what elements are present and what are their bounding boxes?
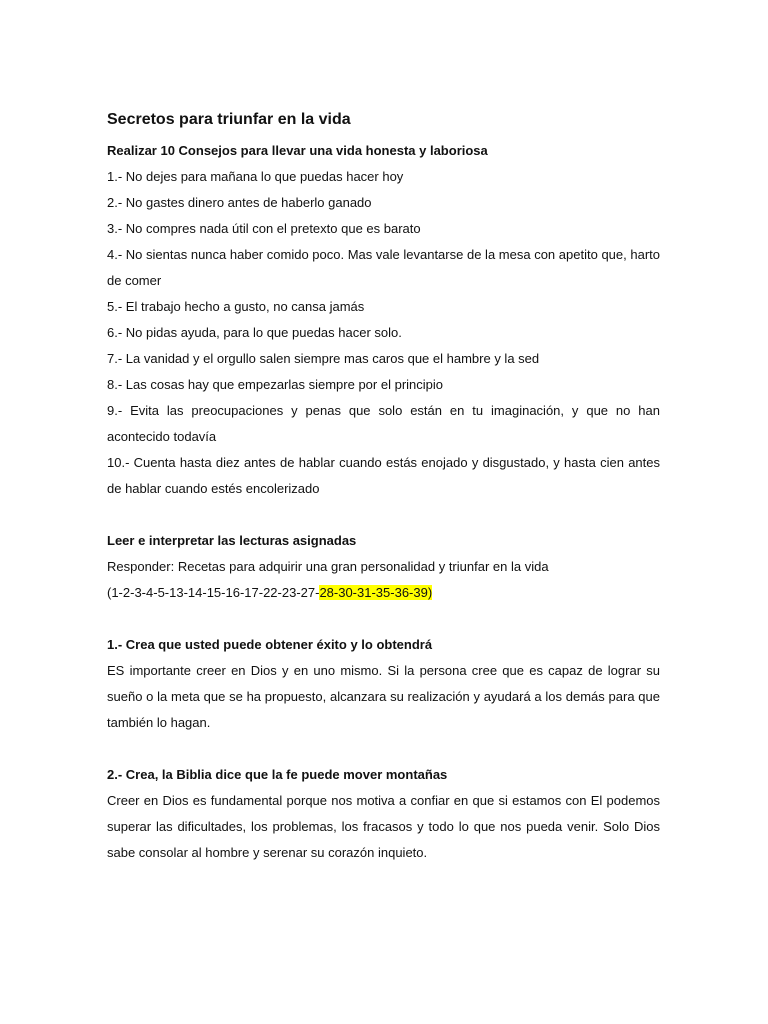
advice-item: 1.- No dejes para mañana lo que puedas hacer hoy	[107, 169, 404, 184]
advice-item: 4.- No sientas nunca haber comido poco. Mas vale levantarse de la mesa con apetito que, harto de comer	[107, 247, 660, 288]
section-body: Creer en Dios es fundamental porque nos motiva a confiar en que si estamos con El podemos superar las dificultades, los problemas, los fracasos y todo lo que nos pueda venir. Solo Dios sabe consolar al hombre y serenar su corazón inquieto.	[107, 793, 660, 860]
spacer	[107, 736, 660, 762]
advice-item: 8.- Las cosas hay que empezarlas siempre por el principio	[107, 377, 444, 392]
spacer	[107, 606, 660, 632]
reading-numbers-plain: (1-2-3-4-5-13-14-15-16-17-22-23-27-	[107, 585, 320, 600]
reading-instruction: Responder: Recetas para adquirir una gran personalidad y triunfar en la vida	[107, 559, 549, 574]
advice-item: 2.- No gastes dinero antes de haberlo ganado	[107, 195, 372, 210]
advice-item: 3.- No compres nada útil con el pretexto que es barato	[107, 221, 421, 236]
advice-item: 5.- El trabajo hecho a gusto, no cansa jamás	[107, 299, 365, 314]
advice-item: 9.- Evita las preocupaciones y penas que solo están en tu imaginación, y que no han acontecido todavía	[107, 403, 660, 444]
advice-item: 7.- La vanidad y el orgullo salen siempre mas caros que el hambre y la sed	[107, 351, 540, 366]
reading-heading: Leer e interpretar las lecturas asignadas	[107, 533, 357, 548]
document-page	[107, 108, 660, 866]
reading-numbers-highlighted: 28-30-31-35-36-39)	[319, 585, 433, 600]
section-heading: 1.- Crea que usted puede obtener éxito y lo obtendrá	[107, 637, 433, 652]
spacer	[107, 502, 660, 528]
document-title: Secretos para triunfar en la vida	[107, 111, 351, 128]
section-body: ES importante creer en Dios y en uno mismo. Si la persona cree que es capaz de lograr su sueño o la meta que se ha propuesto, alcanzara su realización y ayudará a los demás para que también lo hagan.	[107, 663, 660, 730]
reading-numbers	[107, 580, 660, 606]
section-heading: 2.- Crea, la Biblia dice que la fe puede mover montañas	[107, 767, 448, 782]
advice-item: 10.- Cuenta hasta diez antes de hablar cuando estás enojado y disgustado, y hasta cien antes de hablar cuando estés encolerizado	[107, 455, 660, 496]
advice-subtitle: Realizar 10 Consejos para llevar una vida honesta y laboriosa	[107, 143, 488, 158]
advice-item: 6.- No pidas ayuda, para lo que puedas hacer solo.	[107, 325, 402, 340]
